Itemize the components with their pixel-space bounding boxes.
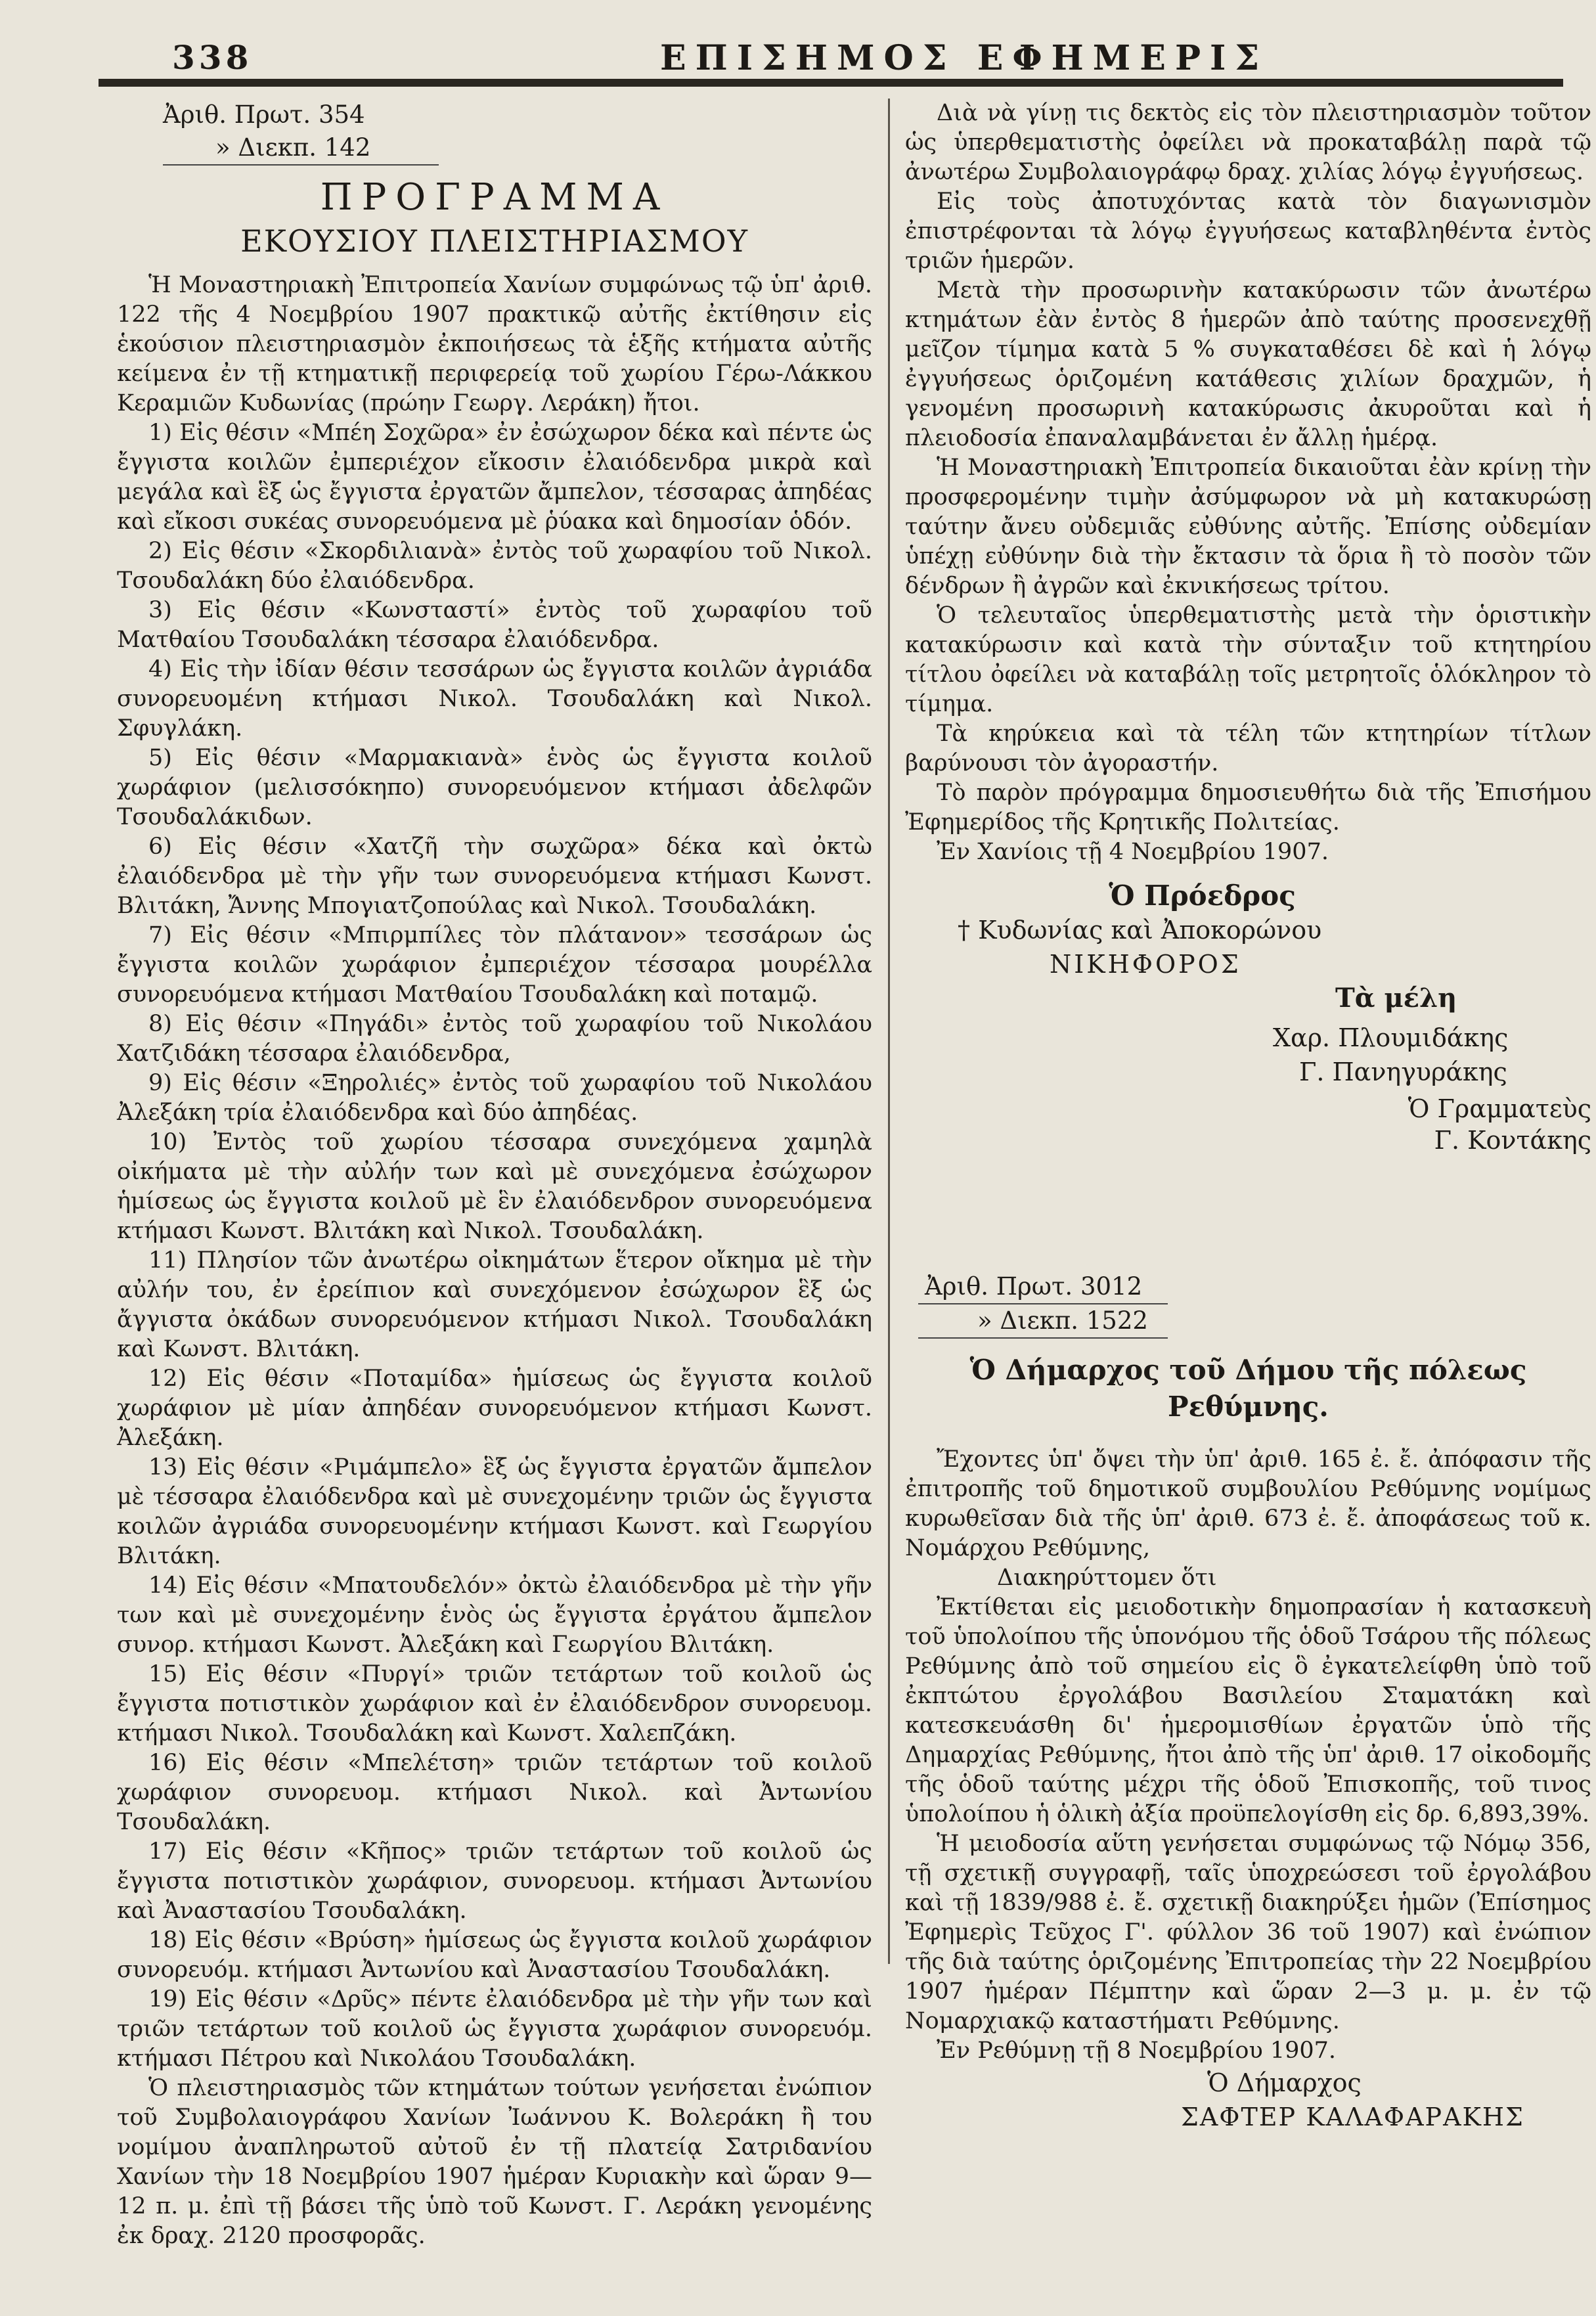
left-paragraph: 3) Εἰς θέσιν «Κωνσταστί» ἐντὸς τοῦ χωραφίου τοῦ Ματθαίου Τσουδαλάκη τέσσαρα ἐλαιόδενδρα. bbox=[117, 597, 872, 653]
right-paragraph: Ἡ Μοναστηριακὴ Ἐπιτροπεία δικαιοῦται ἐὰν κρίνῃ τὴν προσφερομένην τιμὴν ἀσύμφωρον νὰ μὴ κατακυρώσῃ ταύτην ἄνευ οὐδεμιᾶς εὐθύνης αὐτῆς. Ἐπίσης οὐδεμίαν ὑπέχῃ εὐθύνην διὰ τὴν ἔκτασιν τὰ ὅρια ἢ τὸ ποσὸν τῶν δένδρων ἢ ἀγρῶν καὶ ἐκνικήσεως τρίτου. bbox=[905, 455, 1591, 599]
secretary-name: Γ. Κοντάκης bbox=[1434, 1126, 1591, 1155]
right-paragraph: Ἔχοντες ὑπ' ὄψει τὴν ὑπ' ἀριθ. 165 ἐ. ἔ. ἀπόφασιν τῆς ἐπιτροπῆς τοῦ δημοτικοῦ συμβουλίου Ρεθύμνης νομίμως κυρωθεῖσαν διὰ τῆς ὑπ' ἀριθ. 673 ἐ. ἔ. ἀποφάσεως τοῦ κ. Νομάρχου Ρεθύμνης, bbox=[905, 1446, 1591, 1561]
left-paragraph: Ὁ πλειστηριασμὸς τῶν κτημάτων τούτων γενήσεται ἐνώπιον τοῦ Συμβολαιογράφου Χανίων Ἰωάννου Κ. Βολεράκη ἢ του νομίμου ἀναπληρωτοῦ αὐτοῦ ἐν τῇ πλατείᾳ Σατριδανίου Χανίων τὴν 18 Νοεμβρίου 1907 ἡμέραν Κυριακὴν καὶ ὥραν 9—12 π. μ. ἐπὶ τῇ βάσει τῆς ὑπὸ τοῦ Κωνστ. Γ. Λεράκη γενομένης ἐκ δραχ. 2120 προσφορᾶς. bbox=[117, 2075, 872, 2249]
left-paragraph: 7) Εἰς θέσιν «Μπιρμπίλες τὸν πλάτανον» τεσσάρων ὡς ἔγγιστα κοιλῶν χωράφιον ἐμπεριέχον τέσσαρα μουρέλλα συνορευόμενα κτήμασι Ματθαίου Τσουδαλάκη καὶ ποταμῷ. bbox=[117, 922, 872, 1008]
mayor-sign-title: Ὁ Δήμαρχος bbox=[1207, 2068, 1362, 2097]
program-title: ΠΡΟΓΡΑΜΜΑ bbox=[320, 176, 669, 219]
right-column bbox=[905, 99, 1591, 2134]
right-paragraph: Ὁ τελευταῖος ὑπερθεματιστὴς μετὰ τὴν ὁριστικὴν κατακύρωσιν καὶ κατὰ τὴν σύνταξιν τοῦ κτητηρίου τίτλου ὀφείλει νὰ καταβάλῃ τοῖς μετρητοῖς ὁλόκληρον τὸ τίμημα. bbox=[905, 602, 1591, 717]
secretary-title: Ὁ Γραμματεὺς bbox=[1408, 1094, 1591, 1123]
dispatch-number: » Διεκπ. 142 bbox=[215, 133, 371, 162]
right-paragraph: Τὸ παρὸν πρόγραμμα δημοσιευθήτω διὰ τῆς Ἐπισήμου Ἐφημερίδος τῆς Κρητικῆς Πολιτείας. bbox=[905, 780, 1591, 835]
left-column bbox=[117, 99, 872, 2251]
left-paragraph: 2) Εἰς θέσιν «Σκορδιλιανὰ» ἐντὸς τοῦ χωραφίου τοῦ Νικολ. Τσουδαλάκη δύο ἐλαιόδενδρα. bbox=[117, 538, 872, 594]
left-paragraph: 14) Εἰς θέσιν «Μπατουδελόν» ὀκτὼ ἐλαιόδενδρα μὲ τὴν γῆν των καὶ μὲ συνεχομένην ἑνὸς ὡς ἔγγιστα ἐργάτου ἄμπελον συνορ. κτήμασι Κωνστ. Ἀλεξάκη καὶ Γεωργίου Βλιτάκη. bbox=[117, 1572, 872, 1658]
signature-block bbox=[905, 879, 1591, 1155]
protocol-number: Ἀριθ. Πρωτ. 354 bbox=[163, 100, 365, 129]
protocol-number-2: Ἀριθ. Πρωτ. 3012 bbox=[925, 1272, 1143, 1301]
right-paragraph: Μετὰ τὴν προσωρινὴν κατακύρωσιν τῶν ἀνωτέρω κτημάτων ἐὰν ἐντὸς 8 ἡμερῶν ἀπὸ ταύτης προσενεχθῇ μεῖζον τίμημα κατὰ 5 % συγκαταθέσει δὲ καὶ ἡ λόγῳ ἐγγυήσεως ὁριζομένη κατάθεσις χιλίων δραχμῶν, ἡ γενομένη προσωρινὴ κατακύρωσις ἀκυροῦται καὶ ἡ πλειοδοσία ἐπαναλαμβάνεται ἐν ἄλλῃ ἡμέρᾳ. bbox=[905, 277, 1591, 451]
ref-underline bbox=[163, 164, 439, 166]
left-paragraph: 9) Εἰς θέσιν «Ξηρολιές» ἐντὸς τοῦ χωραφίου τοῦ Νικολάου Ἀλεξάκη τρία ἐλαιόδενδρα καὶ δύο ἀπηδέας. bbox=[117, 1070, 872, 1126]
column-divider bbox=[888, 99, 890, 1964]
left-paragraph: 17) Εἰς θέσιν «Κῆπος» τριῶν τετάρτων τοῦ κοιλοῦ ὡς ἔγγιστα ποτιστικὸν χωράφιον, συνορευομ. κτήμασι Ἀντωνίου καὶ Ἀναστασίου Τσουδαλάκη. bbox=[117, 1838, 872, 1924]
date-line: Ἐν Ρεθύμνῃ τῇ 8 Νοεμβρίου 1907. bbox=[937, 2038, 1337, 2064]
left-paragraph: 5) Εἰς θέσιν «Μαρμακιανὰ» ἑνὸς ὡς ἔγγιστα κοιλοῦ χωράφιον (μελισσόκηπο) συνορευόμενον κτήμασι ἀδελφῶν Τσουδαλάκιδων. bbox=[117, 745, 872, 830]
right-paragraph: Διὰ νὰ γίνῃ τις δεκτὸς εἰς τὸν πλειστηριασμὸν τοῦτον ὡς ὑπερθεματιστὴς ὀφείλει νὰ προκαταβάλῃ παρὰ τῷ ἀνωτέρω Συμβολαιογράφῳ δραχ. χιλίας λόγῳ ἐγγυήσεως. bbox=[905, 100, 1591, 185]
members-list bbox=[905, 981, 1591, 1155]
member-name: Χαρ. Πλουμιδάκης bbox=[1273, 1023, 1509, 1052]
left-paragraph: 12) Εἰς θέσιν «Ποταμίδα» ἡμίσεως ὡς ἔγγιστα κοιλοῦ χωράφιον μὲ μίαν ἀπηδέαν συνορευόμενον κτήμασι Κωνστ. Ἀλεξάκη. bbox=[117, 1366, 872, 1451]
left-paragraph: 13) Εἰς θέσιν «Ριμάμπελο» ἓξ ὡς ἔγγιστα ἐργατῶν ἄμπελον μὲ τέσσαρα ἐλαιόδενδρα καὶ μὲ συνεχομένην τριῶν ὡς ἔγγιστα κοιλῶν ἀγριάδα συνορευομένην κτήμασι Κωνστ. καὶ Γεωργίου Βλιτάκη. bbox=[117, 1454, 872, 1569]
left-paragraph: 16) Εἰς θέσιν «Μπελέτση» τριῶν τετάρτων τοῦ κοιλοῦ χωράφιον συνορευομ. κτήμασι Νικολ. καὶ Ἀντωνίου Τσουδαλάκη. bbox=[117, 1750, 872, 1835]
bishop-line: † Κυδωνίας καὶ Ἀποκορώνου bbox=[958, 916, 1322, 945]
president-title: Ὁ Πρόεδρος bbox=[1109, 880, 1296, 912]
left-paragraph: 10) Ἐντὸς τοῦ χωρίου τέσσαρα συνεχόμενα χαμηλὰ οἰκήματα μὲ τὴν αὐλήν των καὶ μὲ συνεχόμενα ἐσώχωρον ἡμίσεως ὡς ἔγγιστα κοιλοῦ μὲ ἓν ἐλαιόδενδρον συνορευόμενα κτήμασι Κωνστ. Βλιτάκη καὶ Νικολ. Τσουδαλάκη. bbox=[117, 1129, 872, 1244]
left-paragraph: 15) Εἰς θέσιν «Πυργί» τριῶν τετάρτων τοῦ κοιλοῦ ὡς ἔγγιστα ποτιστικὸν χωράφιον καὶ ἐν ἐλαιόδενδρον συνορευομ. κτήμασι Νικολ. Τσουδαλάκη καὶ Κωνστ. Χαλεπζάκη. bbox=[117, 1661, 872, 1747]
dispatch-number-2: » Διεκπ. 1522 bbox=[977, 1306, 1148, 1335]
left-paragraph: 18) Εἰς θέσιν «Βρύση» ἡμίσεως ὡς ἔγγιστα κοιλοῦ χωράφιον συνορευόμ. κτήμασι Ἀντωνίου καὶ Ἀναστασίου Τσουδαλάκη. bbox=[117, 1927, 872, 1983]
right-paragraph: Εἰς τοὺς ἀποτυχόντας κατὰ τὸν διαγωνισμὸν ἐπιστρέφονται τὰ λόγῳ ἐγγυήσεως καταβληθέντα ἐντὸς τριῶν ἡμερῶν. bbox=[905, 189, 1591, 274]
left-paragraph: 19) Εἰς θέσιν «Δρῦς» πέντε ἐλαιόδενδρα μὲ τὴν γῆν των καὶ τριῶν τετάρτων τοῦ κοιλοῦ ὡς ἔγγιστα χωράφιον συνορευόμ. κτήμασι Πέτρου καὶ Νικολάου Τσουδαλάκη. bbox=[117, 1986, 872, 2072]
program-subtitle: ΕΚΟΥΣΙΟΥ ΠΛΕΙΣΤΗΡΙΑΣΜΟΥ bbox=[240, 223, 749, 259]
left-paragraph: 6) Εἰς θέσιν «Χατζῆ τὴν σωχῶρα» δέκα καὶ ὀκτὼ ἐλαιόδενδρα μὲ τὴν γῆν των συνορευόμενα κτήμασι Κωνστ. Βλιτάκη, Ἄννης Μπογιατζοπούλας καὶ Νικολ. Τσουδαλάκη. bbox=[117, 834, 872, 919]
left-paragraph: Ἡ Μοναστηριακὴ Ἐπιτροπεία Χανίων συμφώνως τῷ ὑπ' ἀριθ. 122 τῆς 4 Νοεμβρίου 1907 πρακτικῷ αὐτῆς ἐκτίθησιν εἰς ἑκούσιον πλειστηριασμὸν ἐκποιήσεως τὰ ἑξῆς κτήματα αὐτῆς κείμενα ἐν τῇ κτηματικῇ περιφερείᾳ τοῦ χωρίου Γέρω-Λάκκου Κεραμιῶν Κυδωνίας (πρώην Γεωργ. Λεράκη) ἤτοι. bbox=[117, 272, 872, 416]
right-paragraph: Ἐκτίθεται εἰς μειοδοτικὴν δημοπρασίαν ἡ κατασκευὴ τοῦ ὑπολοίπου τῆς ὑπονόμου τῆς ὁδοῦ Τσάρου τῆς πόλεως Ρεθύμνης ἀπὸ τοῦ σημείου εἰς ὃ ἐγκατελείφθη ὑπὸ τοῦ ἐκπτώτου ἐργολάβου Βασιλείου Σταματάκη καὶ κατεσκευάσθη δι' ἡμερομισθίων ἐργατῶν ὑπὸ τῆς Δημαρχίας Ρεθύμνης, ἤτοι ἀπὸ τῆς ὑπ' ἀριθ. 17 οἰκοδομῆς τῆς ὁδοῦ ταύτης μέχρι τῆς ὁδοῦ Ἐπισκοπῆς, τοῦ τινος ὑπολοίπου ἡ ὁλικὴ ἀξία προϋπελογίσθη εἰς δρ. 6,893,39%. bbox=[905, 1594, 1591, 1827]
ref-underline bbox=[918, 1337, 1168, 1339]
mayor-heading: Ὁ Δήμαρχος τοῦ Δήμου τῆς πόλεως Ρεθύμνης. bbox=[969, 1354, 1527, 1423]
left-paragraph: 4) Εἰς τὴν ἰδίαν θέσιν τεσσάρων ὡς ἔγγιστα κοιλῶν ἀγριάδα συνορευομένη κτήμασι Νικολ. Τσουδαλάκη καὶ Νικολ. Σφυγλάκη. bbox=[117, 656, 872, 742]
mayor-sign-name: ΣΑΦΤΕΡ ΚΑΛΑΦΑΡΑΚΗΣ bbox=[1181, 2103, 1524, 2131]
member-name: Γ. Πανηγυράκης bbox=[1299, 1058, 1507, 1086]
header-rule bbox=[99, 79, 1563, 87]
members-title: Τὰ μέλη bbox=[1335, 983, 1457, 1013]
page-number: 338 bbox=[172, 38, 253, 77]
right-paragraph: Τὰ κηρύκεια καὶ τὰ τέλη τῶν κτητηρίων τίτλων βαρύνουσι τὸν ἀγοραστήν. bbox=[905, 721, 1591, 776]
left-paragraph: 11) Πλησίον τῶν ἀνωτέρω οἰκημάτων ἕτερον οἴκημα μὲ τὴν αὐλήν του, ἐν ἐρείπιον καὶ συνεχόμενον ἐσώχωρον ἓξ ὡς ἄγγιστα ὀκάδων συνορευόμενον κτήμασι Νικολ. Τσουδαλάκη καὶ Κωνστ. Βλιτάκη. bbox=[117, 1247, 872, 1362]
proclamation-line: Διακηρύττομεν ὅτι bbox=[997, 1565, 1217, 1591]
left-paragraph: 8) Εἰς θέσιν «Πηγάδι» ἐντὸς τοῦ χωραφίου τοῦ Νικολάου Χατζιδάκη τέσσαρα ἐλαιόδενδρα, bbox=[117, 1011, 872, 1067]
gazette-title: ΕΠΙΣΗΜΟΣ ΕΦΗΜΕΡΙΣ bbox=[660, 38, 1269, 78]
left-paragraph: 1) Εἰς θέσιν «Μπέη Σοχῶρα» ἐν ἐσώχωρον δέκα καὶ πέντε ὡς ἔγγιστα κοιλῶν ἐμπεριέχον εἴκοσιν ἐλαιόδενδρα μικρὰ καὶ μεγάλα καὶ ἓξ ὡς ἔγγιστα ἐργατῶν ἄμπελον, τέσσαρας ἀπηδέας καὶ εἴκοσι συκέας συνορευόμενα μὲ ῥύακα καὶ δημοσίαν ὁδόν. bbox=[117, 420, 872, 535]
right-paragraph: Ἡ μειοδοσία αὕτη γενήσεται συμφώνως τῷ Νόμῳ 356, τῇ σχετικῇ συγγραφῇ, ταῖς ὑποχρεώσεσι τοῦ ἐργολάβου καὶ τῇ 1839/988 ἐ. ἔ. σχετικῇ διακηρύξει ἡμῶν (Ἐπίσημος Ἐφημερὶς Τεῦχος Γ'. φύλλον 36 τοῦ 1907) καὶ ἐνώπιον τῆς διὰ ταύτης ὁριζομένης Ἐπιτροπείας τὴν 22 Νοεμβρίου 1907 ἡμέραν Πέμπτην καὶ ὥραν 2—3 μ. μ. ἐν τῷ Νομαρχιακῷ καταστήματι Ρεθύμνης. bbox=[905, 1831, 1591, 2034]
president-name: ΝΙΚΗΦΟΡΟΣ bbox=[1050, 950, 1241, 979]
date-line: Ἐν Χανίοις τῇ 4 Νοεμβρίου 1907. bbox=[937, 839, 1329, 865]
mayor-signature bbox=[905, 2066, 1591, 2134]
